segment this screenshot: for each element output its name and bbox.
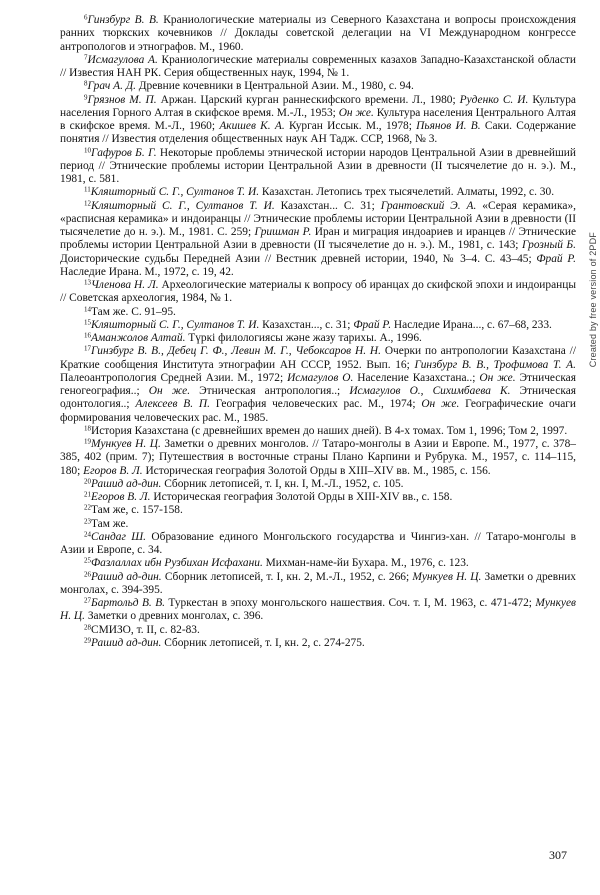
- footnote-text: Казахстан..., с. 31;: [259, 318, 354, 331]
- footnote-number: 11: [84, 185, 91, 194]
- author-name: Алексеев В. П.: [135, 398, 210, 411]
- footnote-text: Казахстан. Летопись трех тысячелетий. Алматы, 1992, с. 30.: [259, 186, 555, 199]
- footnote: [60, 332, 576, 345]
- footnote-text: Казахстан... С. 31;: [274, 199, 381, 212]
- footnote-text: Краниологические материалы из Северного Казахстана и вопросы происхождения ранних тюркских кочевников // Доклады советской делегации на VI Международном конгрессе антропологов и этнографов. М., 1960.: [60, 14, 576, 53]
- footnote-number: 8: [84, 79, 88, 88]
- footnote-text: Очерки по антропологии Казахстана // Краткие сообщения Института этнографии АН СССР, 1952. Вып. 16;: [60, 345, 576, 371]
- author-name: Мункуев Н. Ц.: [60, 597, 576, 623]
- author-name: Егоров В. Л.: [83, 464, 143, 477]
- footnote: [60, 438, 576, 478]
- footnote-number: 12: [84, 199, 91, 207]
- footnote-number: 18: [84, 424, 91, 433]
- author-name: Исмагулов О., Сихимбаева К.: [349, 385, 511, 397]
- author-name: Сандаг Ш.: [91, 530, 147, 543]
- footnote-number: 27: [84, 596, 91, 605]
- footnote-number: 9: [84, 93, 88, 101]
- footnote-number: 13: [84, 278, 91, 287]
- author-name: Гинзбург В. В.: [87, 14, 159, 26]
- author-name: Бартольд В. В.: [91, 597, 165, 609]
- author-name: Егоров В. Л.: [91, 491, 151, 503]
- footnote-text: Историческая география Золотой Орды в XIII–XIV вв. М., 1985, с. 156.: [142, 464, 491, 477]
- footnote-text: Михман-наме-йи Бухара. М., 1976, с. 123.: [262, 557, 469, 570]
- footnote: [60, 147, 576, 187]
- footnote-text: Наследие Ирана. М., 1972, с. 19, 42.: [60, 265, 234, 278]
- footnote-number: 20: [84, 477, 91, 486]
- footnote-text: Этническая антропология..;: [190, 385, 350, 397]
- footnote-text: Историческая география Золотой Орды в XIII-XIV вв., с. 158.: [150, 491, 453, 503]
- author-name: Рашид ад-дин.: [91, 570, 162, 583]
- footnote-text: Саки. Содержание понятия // Известия отделения общественных наук АН Тадж. ССР, 1968, № 3.: [60, 120, 576, 146]
- author-name: Руденко С. И.: [459, 93, 529, 106]
- author-name: Исмагулов О.: [287, 371, 354, 384]
- footnote-text: Аржан. Царский курган раннескифского времени. Л., 1980;: [156, 93, 460, 106]
- footnote-text: Сборник летописей, т. I, кн. 2, с. 274-275.: [161, 636, 365, 649]
- author-name: Грозный Б.: [521, 239, 576, 252]
- author-name: Гришман Р.: [254, 226, 312, 238]
- footnote: [60, 531, 576, 558]
- author-name: Грязнов М. П.: [87, 93, 157, 106]
- footnote-number: 26: [84, 570, 91, 578]
- footnote-text: Наследие Ирана..., с. 67–68, 233.: [391, 318, 552, 331]
- author-name: Аманжолов Алтай.: [91, 332, 186, 344]
- footnote-text: Заметки о древних монголов. // Татаро-монголы в Азии и Европе. М., 1977, с. 378–385, 402 (прим. 7); Путешествия в восточные страны Плано Карпини и Рубрука. М., 1957, с. 114–115, 180;: [60, 438, 576, 477]
- author-name: Он же.: [338, 106, 374, 119]
- footnote: [60, 279, 576, 306]
- footnote-text: Туркестан в эпоху монгольского нашествия. Соч. т. I, М. 1963, с. 471-472;: [165, 597, 536, 609]
- footnote-text: Краниологические материалы современных казахов Западно-Казахстанской области // Известия НАН РК. Серия общественных наук, 1994, № 1.: [60, 53, 576, 79]
- footnote-text: Там же. С. 91–95.: [91, 305, 176, 318]
- footnote-text: Курган Иссык. М., 1978;: [284, 120, 417, 132]
- author-name: Грач А. Д.: [87, 80, 136, 93]
- author-name: Он же.: [148, 385, 191, 397]
- footnote-text: Иран и миграция индоариев и иранцев // Этнические проблемы истории Центральной Азии в древности (II тысячелетие до н. э.). М., 1981, с. 143;: [60, 226, 577, 252]
- footnote-text: Сборник летописей, т. I, кн. 2, М.-Л., 1952, с. 266;: [161, 570, 413, 583]
- footnote-number: 23: [84, 517, 91, 525]
- footnote: [60, 14, 576, 54]
- footnotes-list: [60, 14, 576, 650]
- footnote-text: Древние кочевники в Центральной Азии. М., 1980, с. 94.: [135, 80, 414, 93]
- author-name: Он же.: [421, 398, 460, 411]
- footnote: [60, 319, 576, 332]
- footnote: [60, 624, 576, 637]
- author-name: Фазлаллах ибн Рузбихан Исфахани.: [91, 557, 263, 570]
- footnote-number: 19: [84, 437, 91, 446]
- footnote: [60, 345, 576, 425]
- footnote-text: Сборник летописей, т. I, кн. I, М.-Л., 1952, с. 105.: [161, 477, 404, 490]
- footnote: [60, 571, 576, 598]
- footnote-text: Географические очаги формирования человеческих рас. М., 1985.: [60, 398, 577, 424]
- footnote: [60, 94, 576, 147]
- author-name: Кляшторный С. Г., Султанов Т. И.: [90, 186, 260, 199]
- footnote-text: «Серая керамика», «расписная керамика» и индоиранцы // Этнические проблемы истории Центральной Азии в древности (II тысячелетие до н. э.). М., 1981. С. 259;: [60, 199, 576, 238]
- footnote-number: 14: [84, 305, 91, 313]
- footnote-text: Этническая одонтология..;: [60, 385, 576, 411]
- footnote-text: Культура населения Центрального Алтая в скифское время. М.-Л., 1960;: [60, 106, 576, 132]
- footnote: [60, 54, 576, 81]
- author-name: Акишев К. А.: [219, 120, 285, 132]
- footnote-text: Заметки о древних монголах, с. 394-395.: [60, 570, 576, 596]
- footnote-text: Заметки о древних монголах, с. 396.: [85, 610, 264, 623]
- footnote-text: География человеческих рас. М., 1974;: [209, 398, 422, 411]
- footnote-text: Доисторические судьбы Передней Азии // Вестник древней истории, 1940, № 3–4. С. 43–45;: [60, 252, 537, 265]
- footnote-text: СМИЗО, т. II, с. 82-83.: [91, 623, 200, 636]
- footnote: [60, 637, 576, 650]
- footnote-text: Там же, с. 157-158.: [91, 504, 183, 517]
- author-name: Фрай Р.: [536, 252, 576, 265]
- footnote-text: Археологические материалы к вопросу об иранцах до скифской эпохи и индоиранцы // Советская археология, 1984, № 1.: [60, 279, 576, 305]
- footnote: [60, 557, 576, 570]
- author-name: Гинзбург В. В., Трофимова Т. А.: [414, 358, 576, 371]
- footnote: [60, 504, 576, 517]
- footnote: [60, 491, 576, 504]
- author-name: Мункуев Н. Ц.: [91, 438, 161, 450]
- footnote-text: Этническая геногеография..;: [60, 371, 576, 397]
- footnote-text: Образование единого Монгольского государства и Чингиз-хан. // Татаро-монголы в Азии и Европе, с. 34.: [60, 530, 577, 556]
- author-name: Он же.: [479, 371, 516, 384]
- footnote-number: 10: [84, 146, 91, 154]
- author-name: Пьянов И. В.: [416, 120, 481, 132]
- author-name: Рашид ад-дин.: [91, 636, 162, 649]
- author-name: Рашид ад-дин.: [91, 477, 162, 490]
- footnote-number: 28: [84, 623, 91, 631]
- author-name: Фрай Р.: [353, 318, 392, 331]
- author-name: Кляшторный С. Г., Султанов Т. И.: [91, 199, 275, 212]
- footnote-text: Некоторые проблемы этнической истории народов Центральной Азии в древнейший период // Этнические проблемы истории Центральной Азии в древности (II тысячелетие до н. э.). М., 1981, с. 581.: [60, 146, 576, 185]
- footnote-number: 16: [84, 331, 91, 340]
- pdf-watermark: Created by free version of 2PDF: [588, 232, 598, 368]
- author-name: Кляшторный С. Г., Султанов Т. И.: [91, 318, 260, 331]
- author-name: Гинзбург В. В., Дебец Г. Ф., Левин М. Г., Чебоксаров Н. Н.: [91, 345, 381, 358]
- footnote-number: 24: [84, 530, 91, 539]
- footnote-number: 29: [84, 636, 91, 645]
- footnote: [60, 518, 576, 531]
- footnote: [60, 80, 576, 93]
- footnote-text: Культура населения Горного Алтая в скифское время. М.-Л., 1953;: [60, 93, 576, 119]
- footnote-text: История Казахстана (с древнейших времен до наших дней). В 4-х томах. Том 1, 1996; Том 2, 1997.: [91, 424, 568, 437]
- author-name: Мункуев Н. Ц.: [412, 570, 482, 583]
- footnote-number: 17: [84, 344, 91, 353]
- footnote-text: Население Казахстана..;: [353, 371, 480, 384]
- author-name: Членова Н. Л.: [91, 279, 159, 291]
- footnote: [60, 478, 576, 491]
- page-number: 307: [549, 848, 567, 862]
- footnote-number: 21: [84, 490, 91, 499]
- footnote-number: 22: [84, 503, 91, 512]
- footnote-text: Там же.: [91, 517, 129, 530]
- footnote-number: 25: [84, 556, 91, 565]
- footnote: [60, 597, 576, 624]
- author-name: Исмагулова А.: [87, 53, 158, 66]
- footnote: [60, 306, 576, 319]
- author-name: Грантовский Э. А.: [380, 199, 477, 212]
- footnote: [60, 186, 576, 199]
- footnote: [60, 425, 576, 438]
- footnote: [60, 200, 576, 280]
- footnote-text: Түркі филологиясы және жазу тарихы. А., 1996.: [185, 332, 422, 344]
- author-name: Гафуров Б. Г.: [91, 146, 157, 159]
- footnote-text: Палеоантропология Средней Азии. М., 1972;: [60, 371, 288, 384]
- footnote-number: 7: [84, 53, 88, 62]
- footnote-number: 15: [84, 318, 91, 327]
- footnote-number: 6: [84, 13, 88, 22]
